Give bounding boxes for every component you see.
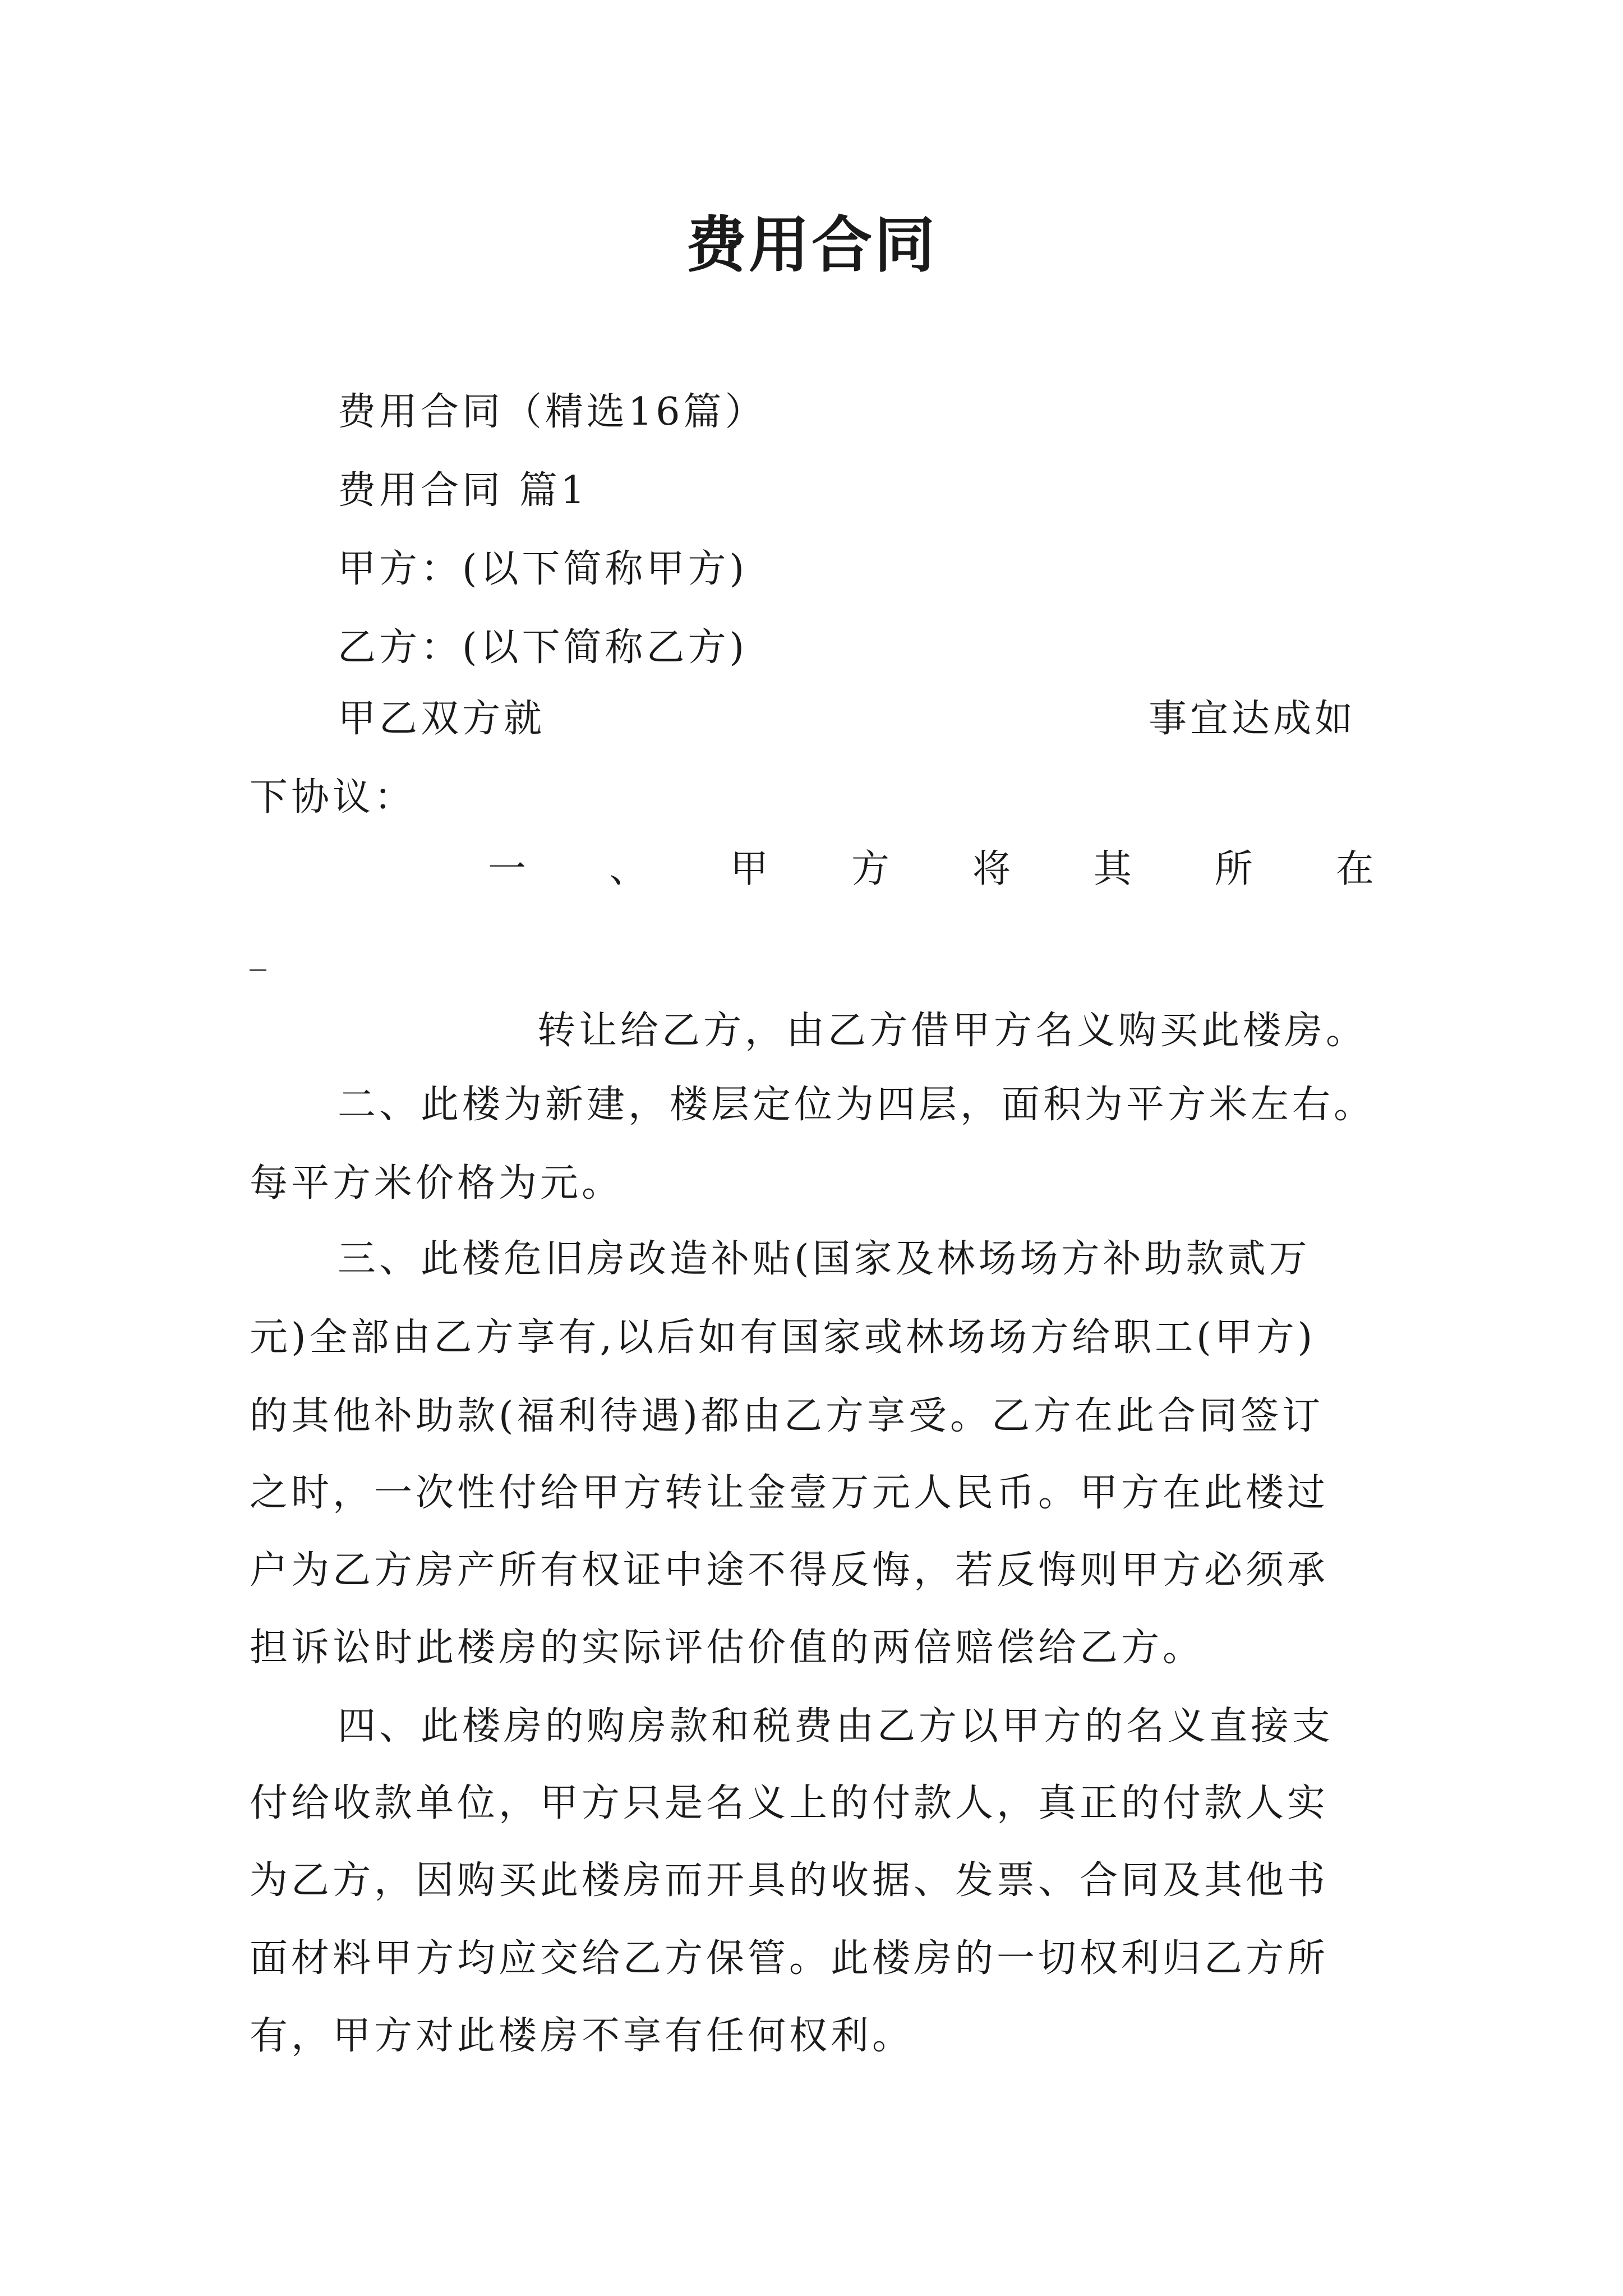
clause-three-line-2: 元)全部由乙方享有,以后如有国家或林场场方给职工(甲方) (250, 1315, 1316, 1360)
clause-three-line-1: 三、此楼危旧房改造补贴(国家及林场场方补助款贰万 (338, 1237, 1311, 1281)
blank-underline (250, 969, 266, 971)
subtitle-line: 费用合同（精选16篇） (338, 390, 767, 434)
clause-two-line-1: 二、此楼为新建，楼层定位为四层，面积为平方米左右。 (338, 1083, 1376, 1127)
agreement-line-end: 事宜达成如 (1149, 697, 1357, 741)
spread-char: 、 (608, 847, 647, 891)
agreement-line-continued: 下协议： (250, 775, 416, 820)
spread-char: 在 (1335, 847, 1374, 891)
clause-four-line-4: 面材料甲方均应交给乙方保管。此楼房的一切权利归乙方所 (250, 1936, 1329, 1981)
spread-char: 方 (851, 847, 889, 891)
party-b-line: 乙方：(以下简称乙方) (338, 625, 748, 670)
clause-two-line-2: 每平方米价格为元。 (250, 1161, 624, 1205)
agreement-line-start: 甲乙双方就 (338, 697, 546, 741)
clause-one-spread-line (488, 830, 1374, 909)
section-heading: 费用合同 篇1 (338, 468, 588, 513)
spread-char: 甲 (730, 847, 768, 891)
clause-one-line: 转让给乙方，由乙方借甲方名义购买此楼房。 (537, 1009, 1368, 1053)
clause-three-line-6: 担诉讼时此楼房的实际评估价值的两倍赔偿给乙方。 (250, 1626, 1205, 1670)
clause-four-line-5: 有，甲方对此楼房不享有任何权利。 (250, 2014, 914, 2058)
document-title: 费用合同 (685, 210, 937, 280)
party-a-line: 甲方：(以下简称甲方) (338, 547, 748, 591)
clause-four-line-2: 付给收款单位，甲方只是名义上的付款人，真正的付款人实 (250, 1781, 1329, 1825)
clause-four-line-3: 为乙方，因购买此楼房而开具的收据、发票、合同及其他书 (250, 1858, 1329, 1903)
spread-char: 所 (1214, 847, 1253, 891)
clause-three-line-4: 之时，一次性付给甲方转让金壹万元人民币。甲方在此楼过 (250, 1471, 1329, 1515)
clause-three-line-3: 的其他补助款(福利待遇)都由乙方享受。乙方在此合同签订 (250, 1394, 1324, 1438)
clause-three-line-5: 户为乙方房产所有权证中途不得反悔，若反悔则甲方必须承 (250, 1548, 1329, 1593)
spread-char: 其 (1093, 847, 1132, 891)
clause-four-line-1: 四、此楼房的购房款和税费由乙方以甲方的名义直接支 (338, 1704, 1334, 1749)
spread-char: 将 (972, 847, 1011, 891)
spread-char: 一 (488, 847, 527, 891)
